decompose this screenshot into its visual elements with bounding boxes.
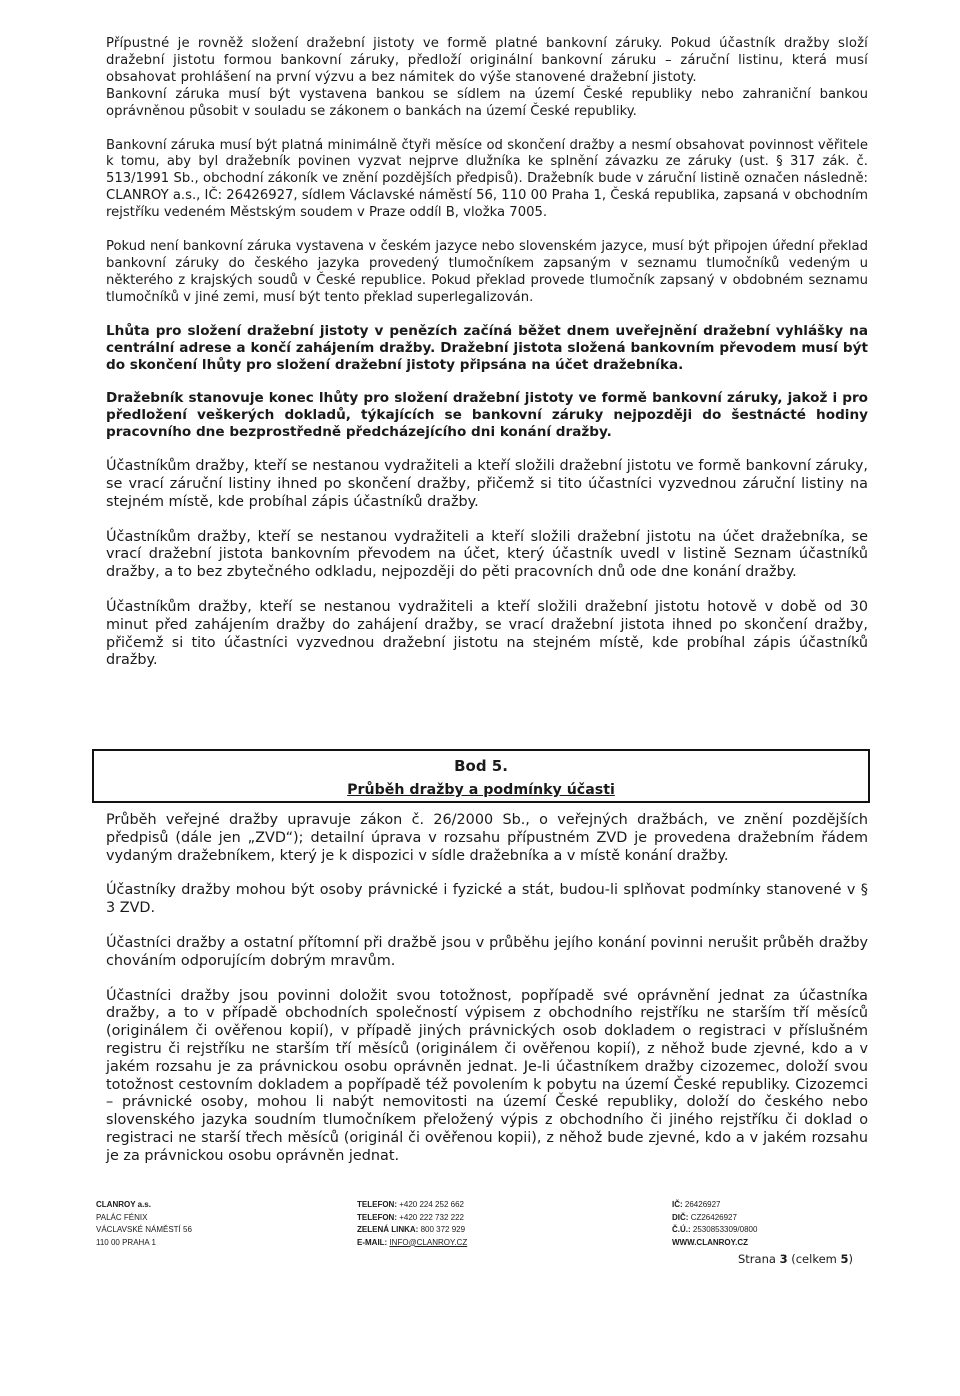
page-number: [738, 1252, 853, 1266]
paragraph-translation: Pokud není bankovní záruka vystavena v českém jazyce nebo slovenském jazyce, musí být připojen úřední překlad bankovní záruky do českého jazyka provedený tlumočníkem zapsaným v seznamu tlumočníků vedeným u některého z krajských soudů v České republice. Pokud překlad provede tlumočník zapsaný v obdobném seznamu tlumočníků v jiné zemi, musí být tento překlad superlegalizován.: [106, 239, 868, 305]
tel1-label: TELEFON:: [357, 1200, 397, 1209]
tel2-value: +420 222 732 222: [399, 1212, 464, 1222]
company-name: CLANROY a.s.: [96, 1200, 151, 1209]
account-label: Č.Ú.:: [672, 1225, 691, 1234]
paragraph-return-cash: Účastníkům dražby, kteří se nestanou vydražiteli a kteří složili dražební jistotu hotově v době od 30 minut před zahájením dražby do zahájení dražby, se vrací dražební jistota ihned po skončení dražby, přičemž si tito účastníci vyzvednou dražební jistotu na stejném místě, kde probíhal zápis účastníků dražby.: [106, 598, 868, 669]
section-number: Bod 5.: [454, 757, 508, 775]
paragraph-return-transfer: Účastníkům dražby, kteří se nestanou vydražiteli a kteří složili dražební jistotu na účet dražebníka, se vrací dražební jistota bankovním převodem na účet, který účastník uvedl v listině Seznam účastníků dražby, a to bez zbytečného odkladu, nejpozději do pěti pracovních dnů ode dne konání dražby.: [106, 528, 868, 581]
paragraph-bank-guarantee-allowed: Přípustné je rovněž složení dražební jistoty ve formě platné bankovní záruky. Pokud účastník dražby složí dražební jistotu formou bankovní záruky, předloží originální bankovní záruku – záruční listinu, která musí obsahovat prohlášení na první výzvu a bez námitek do výše stanovené dražební jistoty.: [106, 36, 868, 85]
dic-value: CZ26426927: [690, 1212, 737, 1222]
paragraph-return-guarantee: Účastníkům dražby, kteří se nestanou vydražiteli a kteří složili dražební jistotu ve formě bankovní záruky, se vrací záruční listiny ihned po skončení dražby, přičemž si tito účastníci vyzvednou záruční listiny na stejném místě, kde probíhal zápis účastníků dražby.: [106, 458, 868, 510]
paragraph-guarantee-deadline: Dražebník stanovuje konec lhůty pro složení dražební jistoty ve formě bankovní záruky, jakož i pro předložení veškerých dokladů, týkajících se bankovní záruky nejpozději do šestnácté hodiny pracovního dne bezprostředně předcházejícího dni konání dražby.: [106, 390, 868, 441]
tel2-label: TELEFON:: [357, 1212, 397, 1222]
paragraph-guarantee-validity: Bankovní záruka musí být platná minimálně čtyři měsíce od skončení dražby a nesmí obsahovat povinnost věřitele k tomu, aby byl dražebník povinen vyzvat nejprve dlužníka ke splnění závazku ze záruky (ust. § 317 zák. č. 513/1991 Sb., obchodní zákoník ve znění pozdějších předpisů). Dražebník bude v záruční listině označen následně: CLANROY a.s., IČ: 26426927, sídlem Václavské náměstí 56, 110 00 Praha 1, Česká republika, zapsaná v obchodním rejstříku vedeném Městským soudem v Praze oddíl B, vložka 7005.: [106, 137, 868, 221]
dic-label: DIČ:: [672, 1212, 689, 1222]
paragraph-legal-basis: Průběh veřejné dražby upravuje zákon č. 26/2000 Sb., o veřejných dražbách, ve znění pozdějších předpisů (dále jen „ZVD“); detailní úprava v rozsahu přípustném ZVD je provedena dražebním řádem vydaným dražebníkem, který je k dispozici v sídle dražebníka a v místě konání dražby.: [106, 812, 868, 864]
paragraph-conduct: Účastníci dražby a ostatní přítomní při dražbě jsou v průběhu jejího konání povinni nerušit průběh dražby chováním odporujícím dobrým mravům.: [106, 934, 868, 969]
company-city: 110 00 PRAHA 1: [96, 1237, 156, 1247]
page-total: 5: [840, 1252, 849, 1266]
green-line-label: ZELENÁ LINKA:: [357, 1225, 419, 1234]
page-middle: (celkem: [791, 1252, 837, 1266]
email-label: E-MAIL:: [357, 1237, 388, 1247]
page-suffix: ): [848, 1252, 854, 1266]
paragraph-participants: Účastníky dražby mohou být osoby právnické i fyzické a stát, budou-li splňovat podmínky stanovené v § 3 ZVD.: [106, 882, 868, 917]
ic-value: 26426927: [684, 1200, 721, 1209]
section-heading-box: [92, 749, 870, 803]
section-body: [106, 812, 868, 1166]
company-building: PALÁC FÉNIX: [96, 1212, 148, 1222]
footer-ids: [672, 1199, 757, 1249]
company-street: VÁCLAVSKÉ NÁMĚSTÍ 56: [96, 1225, 192, 1234]
website-link[interactable]: WWW.CLANROY.CZ: [672, 1237, 748, 1247]
green-line-value: 800 372 929: [420, 1225, 466, 1234]
tel1-value: +420 224 252 662: [399, 1200, 464, 1209]
footer-company: [96, 1199, 192, 1249]
paragraph-deposit-deadline: Lhůta pro složení dražební jistoty v penězích začíná běžet dnem uveřejnění dražební vyhlášky na centrální adrese a končí zahájením dražby. Dražební jistota složená bankovním převodem musí být do skončení lhůty pro složení dražební jistoty připsána na účet dražebníka.: [106, 322, 868, 373]
page-current: 3: [779, 1252, 788, 1266]
section-title: Průběh dražby a podmínky účasti: [347, 782, 615, 798]
document-body: [106, 36, 868, 670]
paragraph-identity: Účastníci dražby jsou povinni doložit svou totožnost, popřípadě své oprávnění jednat za účastníka dražby, a to v případě obchodních společností výpisem z obchodního rejstříku ne starším tří měsíců (originálem či ověřenou kopií), v případě jiných právnických osob dokladem o registraci v příslušném registru či rejstříku ne starším tří měsíců (originálem či ověřenou kopií), z něhož bude zjevné, kdo a v jakém rozsahu je za právnickou osobu oprávněn jednat. Je-li účastníkem dražby cizozemec, doloží svou totožnost cestovním dokladem a popřípadě též povolením k pobytu na území České republiky. Cizozemci – právnické osoby, mohou li nabýt nemovitosti na území České republiky, doloží do českého nebo slovenského jazyka soudním tlumočníkem přeložený výpis z obchodního či jiného rejstříku či doklad o registraci ne starší třech měsíců (originál či ověřenou kopii), z něhož bude zjevné, kdo a v jakém rozsahu je za právnickou osobu oprávněn jednat.: [106, 987, 868, 1164]
footer-contact: [357, 1199, 467, 1249]
email-link[interactable]: INFO@CLANROY.CZ: [389, 1237, 468, 1247]
page-prefix: Strana: [738, 1252, 776, 1266]
paragraph-bank-seat: Bankovní záruka musí být vystavena bankou se sídlem na území České republiky nebo zahraniční bankou oprávněnou působit v souladu se zákonem o bankách na území České republiky.: [106, 86, 868, 119]
ic-label: IČ:: [672, 1200, 683, 1209]
account-value: 2530853309/0800: [692, 1225, 758, 1234]
